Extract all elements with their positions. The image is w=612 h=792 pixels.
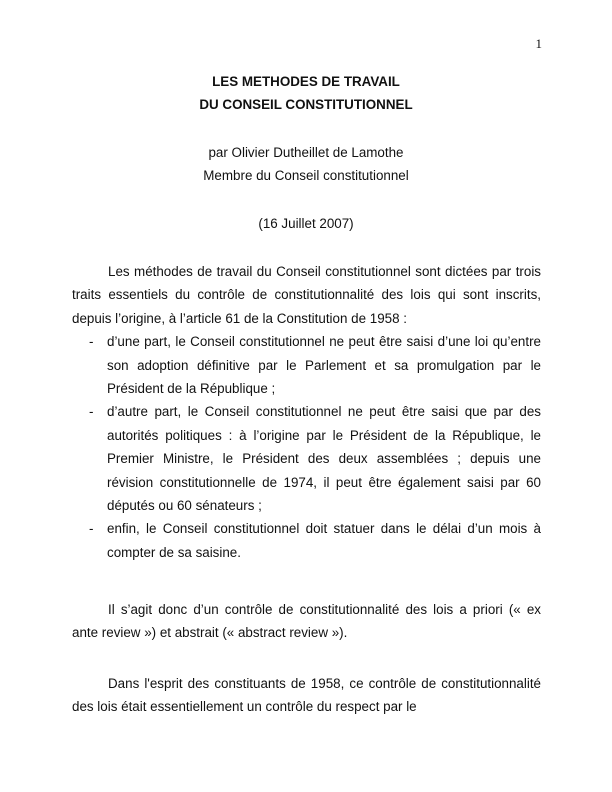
author-byline: par Olivier Dutheillet de Lamothe: [208, 145, 404, 160]
intro-paragraph: Les méthodes de travail du Conseil constitutionnel sont dictées par trois traits essentiels du contrôle de constitutionnalité des lois qui sont inscrits, depuis l’origine, à l’article 61 de la Constitution de 1958 :: [72, 264, 541, 326]
document-title: [0, 70, 612, 116]
bullet-dash: -: [89, 521, 94, 537]
title-line-2: DU CONSEIL CONSTITUTIONNEL: [199, 97, 413, 112]
list-item-text: d’une part, le Conseil constitutionnel ne peut être saisi d’une loi qu’entre son adoption définitive par le Parlement et sa promulgation par le Président de la République ;: [107, 334, 541, 397]
intro-section: [72, 260, 541, 564]
second-paragraph: Il s’agit donc d’un contrôle de constitutionnalité des lois a priori (« ex ante review ») et abstrait (« abstract review »).: [72, 602, 541, 641]
bullet-dash: -: [89, 404, 94, 420]
third-section: [72, 672, 541, 719]
bullet-dash: -: [89, 334, 94, 350]
document-date: (16 Juillet 2007): [258, 216, 354, 231]
title-line-1: LES METHODES DE TRAVAIL: [212, 74, 400, 89]
list-item: [72, 517, 541, 564]
list-item-text: enfin, le Conseil constitutionnel doit statuer dans le délai d’un mois à compter de sa saisine.: [107, 521, 541, 560]
author-block: [0, 141, 612, 187]
list-item-text: d’autre part, le Conseil constitutionnel ne peut être saisi que par des autorités politiques : à l’origine par le Président de la République, le Premier Ministre, le Président des deux assemblées ; depuis une révision constitutionnelle de 1974, il peut être également saisi par 60 députés ou 60 sénateurs ;: [107, 404, 541, 514]
list-item: [72, 330, 541, 400]
author-role: Membre du Conseil constitutionnel: [203, 168, 409, 183]
second-section: [72, 598, 541, 645]
bullet-list: [72, 330, 541, 564]
page-number: 1: [535, 36, 542, 51]
list-item: [72, 400, 541, 517]
third-paragraph: Dans l'esprit des constituants de 1958, ce contrôle de constitutionnalité des lois était essentiellement un contrôle du respect par le: [72, 676, 541, 715]
